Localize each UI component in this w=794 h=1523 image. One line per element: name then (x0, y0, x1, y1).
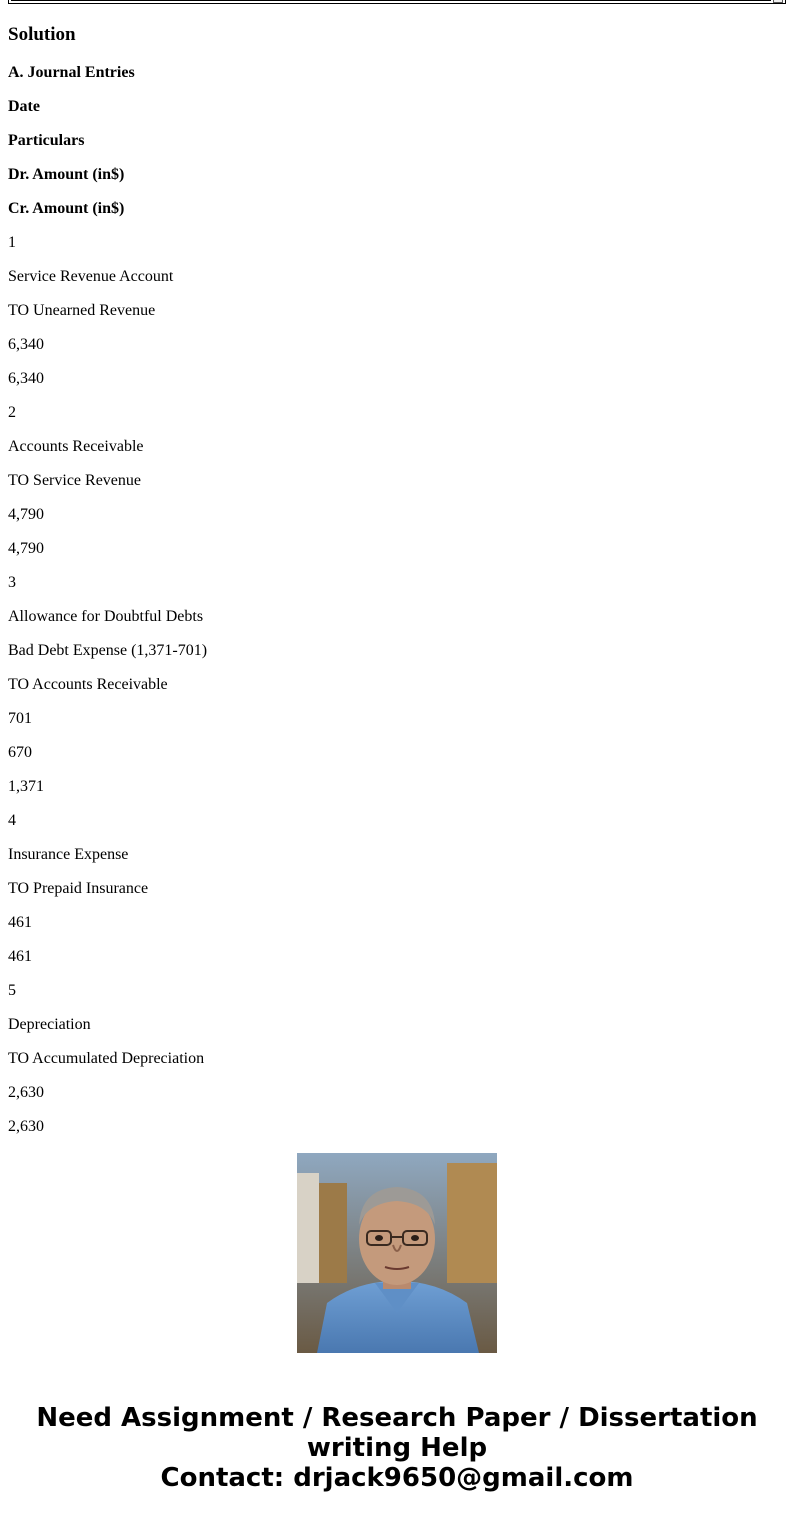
entry-text: 6,340 (8, 370, 44, 387)
entry-text: TO Accumulated Depreciation (8, 1050, 205, 1067)
entry-text: 670 (8, 744, 32, 761)
entry-text: 4 (8, 812, 16, 829)
entry-text: 1 (8, 234, 16, 251)
entry-text: TO Unearned Revenue (8, 302, 156, 319)
journal-entries-content (0, 60, 794, 1135)
entry-text: 2,630 (8, 1084, 44, 1101)
section-heading: Cr. Amount (in$) (8, 200, 125, 217)
section-heading: Date (8, 98, 40, 115)
promo-line-2: writing Help (306, 1433, 488, 1463)
promo-contact-line: Contact: drjack9650@gmail.com (160, 1463, 634, 1493)
entry-text: TO Accounts Receivable (8, 676, 168, 693)
section-heading: A. Journal Entries (8, 64, 135, 81)
section-heading: Dr. Amount (in$) (8, 166, 125, 183)
embedded-frame-edge (8, 0, 786, 4)
entry-text: 4,790 (8, 506, 44, 523)
page-title: Solution (8, 24, 76, 45)
entry-text: 2 (8, 404, 16, 421)
author-portrait-image (297, 1153, 497, 1353)
entry-text: 701 (8, 710, 32, 727)
entry-text: Accounts Receivable (8, 438, 144, 455)
entry-text: 461 (8, 948, 32, 965)
entry-text: 5 (8, 982, 16, 999)
entry-text: TO Service Revenue (8, 472, 141, 489)
promo-line-1: Need Assignment / Research Paper / Dissertation (36, 1403, 758, 1433)
entry-text: TO Prepaid Insurance (8, 880, 149, 897)
entry-text: 3 (8, 574, 16, 591)
entry-text: 461 (8, 914, 32, 931)
entry-text: 6,340 (8, 336, 44, 353)
entry-text: 1,371 (8, 778, 44, 795)
entry-text: 4,790 (8, 540, 44, 557)
frame-divider (11, 0, 771, 1)
entry-text: 2,630 (8, 1118, 44, 1135)
author-avatar (297, 1153, 497, 1353)
entry-text: Insurance Expense (8, 846, 129, 863)
entry-text: Depreciation (8, 1016, 91, 1033)
entry-text: Allowance for Doubtful Debts (8, 608, 204, 625)
section-heading: Particulars (8, 132, 85, 149)
entry-text: Service Revenue Account (8, 268, 174, 285)
entry-text: Bad Debt Expense (1,371-701) (8, 642, 208, 659)
promo-banner (0, 1403, 794, 1493)
frame-resize-handle[interactable] (773, 0, 783, 3)
